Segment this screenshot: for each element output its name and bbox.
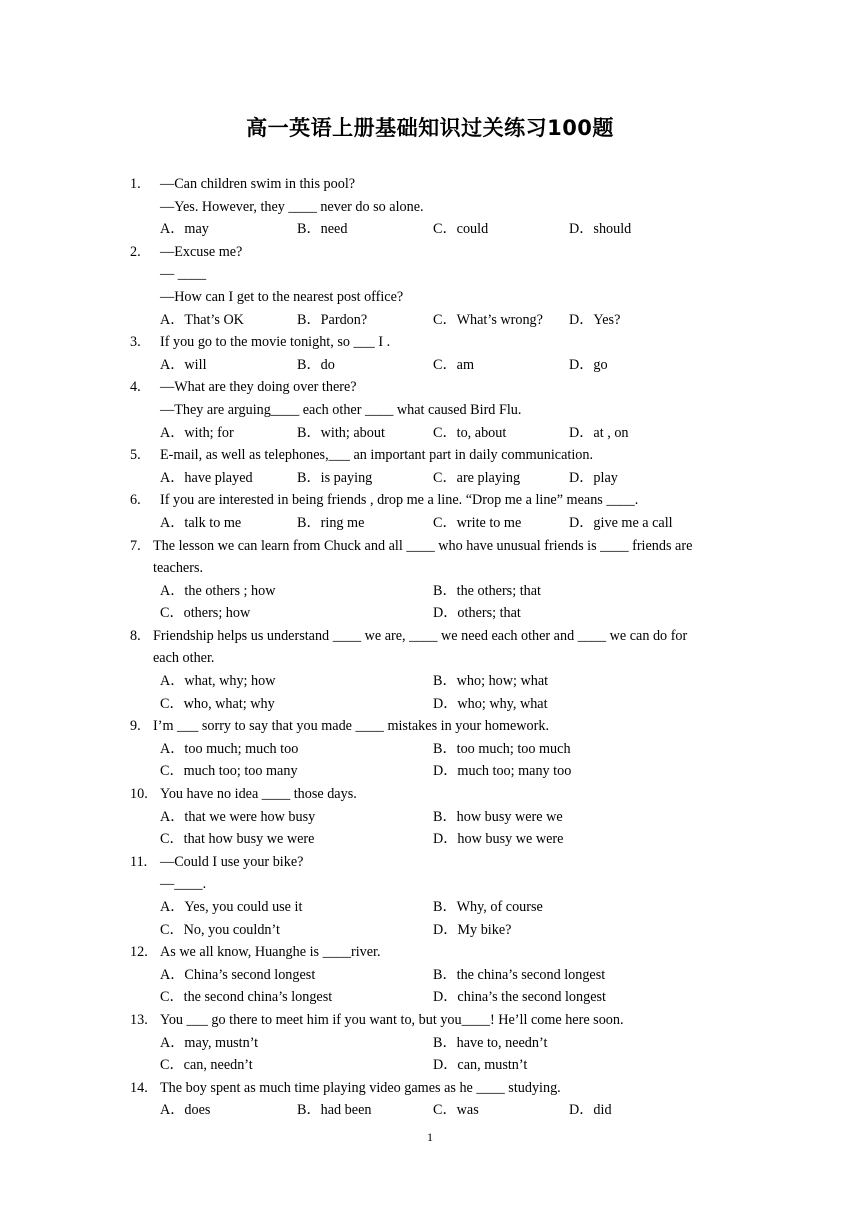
option-d: D．at , on [569,424,629,441]
question-text: Friendship helps us understand ____ we are, ____ we need each other and ____ we can do for [153,627,688,644]
question-text: teachers. [153,560,204,577]
option-c: C．who, what; why [160,695,275,712]
question-number: 11. [130,853,148,870]
option-a: A．have played [160,469,253,486]
option-a: A．too much; much too [160,740,299,757]
question-number: 5. [130,447,141,464]
option-row [130,422,740,445]
option-row [130,693,740,716]
option-a: A．That’s OK [160,311,244,328]
question-3 [130,331,740,354]
option-d: D．did [569,1102,612,1119]
option-c: C．What’s wrong? [433,311,543,328]
question-number: 13. [130,1011,148,1028]
option-a: A．China’s second longest [160,966,316,983]
option-row [130,964,740,987]
option-c: C．could [433,221,489,238]
option-a: A．may [160,221,209,238]
question-list [130,173,740,1122]
question-text: E-mail, as well as telephones,___ an important part in daily communication. [160,447,594,464]
option-b: B．ring me [297,514,365,531]
option-d: D．china’s the second longest [433,989,606,1006]
question-number: 7. [130,537,141,554]
question-6 [130,489,740,512]
option-c: C．others; how [160,605,251,622]
option-d: D．play [569,469,618,486]
option-d: D．give me a call [569,514,673,531]
option-c: C．was [433,1102,479,1119]
option-c: C．are playing [433,469,521,486]
question-number: 14. [130,1079,148,1096]
option-row [130,1032,740,1055]
question-number: 3. [130,334,141,351]
question-14 [130,1077,740,1100]
option-a: A．that we were how busy [160,808,316,825]
option-a: A．talk to me [160,514,242,531]
question-text: each other. [153,650,215,667]
option-c: C．much too; too many [160,763,298,780]
document-title: 高一英语上册基础知识过关练习100题 [246,116,614,140]
question-text: You have no idea ____ those days. [160,786,357,803]
option-row [130,986,740,1009]
question-number: 10. [130,786,148,803]
question-text: —They are arguing____ each other ____ what caused Bird Flu. [160,401,522,418]
option-d: D．how busy we were [433,831,564,848]
option-a: A．with; for [160,424,234,441]
option-row [130,760,740,783]
option-row [130,512,740,535]
option-a: A．does [160,1102,211,1119]
question-text: —Excuse me? [160,243,243,260]
option-d: D．much too; many too [433,763,572,780]
option-row [130,467,740,490]
option-b: B．Why, of course [433,899,543,915]
question-text: If you go to the movie tonight, so ___ I . [160,334,391,351]
page-number: 1 [427,1130,433,1144]
option-b: B．how busy were we [433,808,563,825]
option-b: B．had been [297,1102,372,1119]
option-row [130,738,740,761]
question-number: 6. [130,492,141,509]
option-row [130,354,740,377]
option-b: B．is paying [297,469,373,486]
option-row [130,828,740,851]
option-a: A．what, why; how [160,673,276,690]
option-c: C．No, you couldn’t [160,921,280,938]
option-b: B．have to, needn’t [433,1034,548,1051]
option-row [130,919,740,942]
question-number: 8. [130,627,141,644]
option-row [130,602,740,625]
option-row [130,896,740,919]
option-b: B．who; how; what [433,673,549,690]
question-9 [130,715,740,738]
question-text: The lesson we can learn from Chuck and all ____ who have unusual friends is ____ friends are [153,537,693,554]
question-text: —Can children swim in this pool? [160,176,356,192]
question-number: 4. [130,379,141,396]
option-c: C．to, about [433,424,507,441]
option-b: B．the china’s second longest [433,966,606,983]
option-d: D．should [569,221,632,238]
option-row [130,806,740,829]
option-b: B．too much; too much [433,740,571,757]
question-number: 2. [130,243,141,260]
option-a: A．will [160,356,207,373]
question-12 [130,941,740,964]
question-text: If you are interested in being friends , drop me a line. “Drop me a line” means ____. [160,492,639,509]
question-text: I’m ___ sorry to say that you made ____ mistakes in your homework. [153,718,550,735]
option-c: C．can, needn’t [160,1057,253,1074]
question-11 [130,851,740,874]
option-row [130,580,740,603]
option-c: C．write to me [433,514,522,531]
option-d: D．Yes? [569,311,621,328]
question-text: —Could I use your bike? [160,853,304,870]
option-b: B．do [297,356,335,373]
option-d: D．go [569,356,608,373]
option-row [130,670,740,693]
question-text: — ____ [160,266,207,283]
question-5 [130,444,740,467]
question-text: —____. [160,876,207,893]
question-4 [130,376,740,399]
question-7 [130,535,740,558]
option-row [130,309,740,332]
option-b: B．with; about [297,424,385,441]
option-row [130,1054,740,1077]
question-text: You ___ go there to meet him if you want to, but you____! He’ll come here soon. [160,1011,624,1028]
question-8 [130,625,740,648]
question-text: —Yes. However, they ____ never do so alone. [160,198,424,215]
option-row [130,1099,740,1122]
question-text: —What are they doing over there? [160,379,357,396]
question-13 [130,1009,740,1032]
option-d: D．who; why, what [433,695,548,712]
question-number: 9. [130,718,141,735]
option-c: C．that how busy we were [160,831,315,848]
option-b: B．the others; that [433,582,541,599]
option-b: B．Pardon? [297,311,368,328]
question-10 [130,783,740,806]
question-text: —How can I get to the nearest post office? [160,288,404,305]
question-number: 12. [130,944,148,961]
option-d: D．can, mustn’t [433,1057,528,1074]
question-number: 1. [130,176,141,192]
option-a: A．the others ; how [160,582,276,599]
question-text: As we all know, Huanghe is ____river. [160,944,381,961]
option-d: D．others; that [433,605,521,622]
option-a: A．may, mustn’t [160,1034,259,1051]
question-2 [130,241,740,264]
option-d: D．My bike? [433,921,512,938]
option-b: B．need [297,221,348,238]
option-a: A．Yes, you could use it [160,899,303,915]
question-text: The boy spent as much time playing video games as he ____ studying. [160,1079,561,1096]
question-1 [130,173,740,196]
option-c: C．am [433,356,474,373]
option-row [130,218,740,241]
option-c: C．the second china’s longest [160,989,333,1006]
